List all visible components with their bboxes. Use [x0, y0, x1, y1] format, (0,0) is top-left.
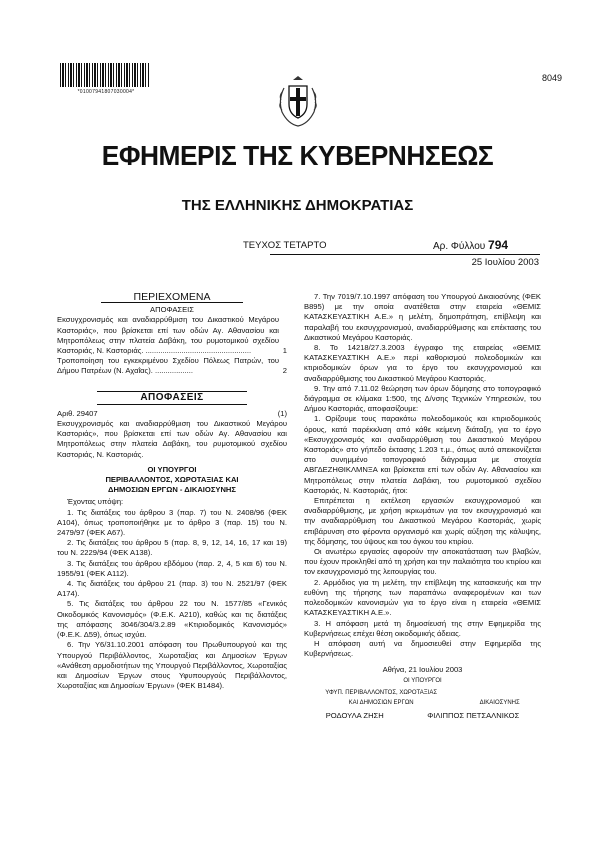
decisions-heading: ΑΠΟΦΑΣΕΙΣ	[97, 391, 247, 405]
paragraph: 3. Τις διατάξεις του άρθρου εβδόμου (παρ. 2, 4, 5 και 6) του Ν. 1955/91 (ΦΕΚ Α112).	[57, 558, 287, 578]
coat-of-arms-icon	[276, 74, 320, 128]
toc-section: ΑΠΟΦΑΣΕΙΣ	[150, 305, 194, 315]
paragraph: Επιτρέπεται η εκτέλεση εργασιών εκσυγχρονισμού και αναδιαρρύθμισης, με χρήση ικριωμάτων για τον εκσυγχρονισμό και την αναδιαρρύθμιση του Δικαστικού Μεγάρου Καστοριάς, χωρίς επιβάρυνση στο φέροντα οργανισμό και χωρίς αύξηση της κάλυψης, της δόμησης, του ύψους και του όγκου του κτιρίου.	[304, 496, 541, 546]
paragraph: 2. Τις διατάξεις του άρθρου 5 (παρ. 8, 9, 12, 14, 16, 17 και 19) του Ν. 2229/94 (ΦΕΚ Α138).	[57, 538, 287, 558]
toc-item-page: 2	[282, 366, 287, 376]
signatory-name-left: ΡΟΔΟΥΛΑ ΖΗΣΗ	[325, 711, 384, 721]
signatory-role-left: ΥΦΥΠ. ΠΕΡΙΒΑΛΛΟΝΤΟΣ, ΧΩΡΟΤΑΞΙΑΣ ΚΑΙ ΔΗΜΟΣΙΩΝ ΕΡΓΩΝ	[325, 689, 438, 706]
place-date: Αθήνα, 21 Ιουλίου 2003	[382, 665, 463, 675]
paragraph: 4. Τις διατάξεις του άρθρου 21 (παρ. 3) του Ν. 2521/97 (ΦΕΚ Α174).	[57, 579, 287, 599]
ministers-label: ΟΙ ΥΠΟΥΡΓΟΙ	[403, 677, 442, 684]
right-column	[304, 292, 541, 721]
paragraph: 3. Η απόφαση μετά τη δημοσίευσή της στην Εφημερίδα της Κυβερνήσεως επέχει θέση οικοδομικής άδειας.	[304, 618, 541, 638]
decision-number-row	[57, 409, 287, 419]
paragraph: 9. Την από 7.11.02 θεώρηση των όρων δόμησης στο τοπογραφικό διάγραμμα σε κλίμακα 1:500, της Δ/νσης Τεχνικών Υπηρεσιών, του Δήμου Καστοριάς, αποφασίζουμε:	[304, 383, 541, 414]
paragraph: 6. Την Υ6/31.10.2001 απόφαση του Πρωθυπουργού και της Υπουργού Περιβάλλοντος, Χωροταξίας και Δημοσίων Έργων «Ανάθεση αρμοδιοτήτων της Υπουργού Περιβάλλοντος, Χωροταξίας και Δημοσίων Έργων στους Υφυπουργούς Περιβάλλοντος, Χωροταξίας και Δημοσίων Έργων» (ΦΕΚ Β1484).	[57, 640, 287, 691]
toc-item	[57, 356, 287, 376]
paragraph: 2. Αρμόδιος για τη μελέτη, την επίβλεψη της κατασκευής και την ευθύνη της τήρησης των παραπάνω αναφερομένων και των πολεοδομικών κανονισμών για το έργο είναι η εταιρεία «ΘΕΜΙΣ ΚΑΤΑΣΚΕΥΑΣΤΙΚΗ Α.Ε.».	[304, 577, 541, 618]
toc-item-text: Τροποποίηση του εγκεκριμένου Σχεδίου Πόλεως Πατρών, του Δήμου Πατρέων (Ν. Αχαΐας). ..................	[57, 356, 279, 376]
signatory-roles	[304, 688, 541, 708]
ministers-heading: ΠΕΡΙΒΑΛΛΟΝΤΟΣ, ΧΩΡΟΤΑΞΙΑΣ ΚΑΙ	[105, 475, 239, 485]
paragraph: 1. Ορίζουμε τους παρακάτω πολεοδομικούς και κτιριοδομικούς όρους, κατά παρέκκλιση από κάθε κείμενη διάταξη, για το έργο «Εκσυγχρονισμός και αναδιαρρύθμιση του Δικαστικού Μεγάρου Καστοριάς» στο γήπεδο έκτασης 1.203 τ.μ., όπως αυτό απεικονίζεται στο συνημμένο τοπογραφικό διάγραμμα με στοιχεία ΑΒΓΔΕΖΗΘΙΚΛΜΝΞΑ και βρίσκεται επί των οδών Αγ. Αθανασίου και Μητροπόλεως στην πλατεία Δαβάκη, του ρυμοτομικού σχεδίου Καστοριάς, Ν. Καστοριάς, ήτοι:	[304, 414, 541, 495]
gazette-subtitle: ΤΗΣ ΕΛΛΗΝΙΚΗΣ ΔΗΜΟΚΡΑΤΙΑΣ	[181, 197, 414, 214]
issue-label: ΤΕΥΧΟΣ ΤΕΤΑΡΤΟ	[243, 240, 327, 251]
issue-date: 25 Ιουλίου 2003	[471, 257, 539, 268]
header-rule	[270, 254, 540, 255]
left-column	[57, 292, 287, 691]
toc-item	[57, 315, 287, 356]
paragraph: 7. Την 7019/7.10.1997 απόφαση του Υπουργού Δικαιοσύνης (ΦΕΚ Β895) με την οποία ανατέθεται στην εταιρεία «ΘΕΜΙΣ ΚΑΤΑΣΚΕΥΑΣΤΙΚΗ Α.Ε.» η μελέτη, δημοπράτηση, επίβλεψη και παραλαβή του εκσυγχρονισμού, αναδιαρρύθμισης και επέκτασης του Δικαστικού Μεγάρου Καστοριάς.	[304, 292, 541, 342]
signatory-names	[304, 711, 541, 721]
decision-ref: (1)	[277, 408, 287, 418]
barcode	[60, 63, 150, 87]
barcode-number: *01007941807030004*	[77, 89, 135, 95]
gazette-title: ΕΦΗΜΕΡΙΣ ΤΗΣ ΚΥΒΕΡΝΗΣΕΩΣ	[101, 140, 494, 171]
sheet-number: Αρ. Φύλλου 794	[433, 238, 509, 252]
decision-subject: Εκσυγχρονισμός και αναδιαρρύθμιση του Δικαστικού Μεγάρου Καστοριάς», που βρίσκεται επί των οδών Αγ. Αθανασίου και Μητροπόλεως στην πλατεία Δαβάκη, του ρυμοτομικού σχεδίου Καστοριάς, Ν. Καστοριάς.	[57, 419, 287, 459]
signatory-role-right: ΔΙΚΑΙΟΣΥΝΗΣ	[479, 699, 520, 706]
decision-number: Αριθ. 29407	[57, 408, 98, 418]
paragraph: Η απόφαση αυτή να δημοσιευθεί στην Εφημερίδα της Κυβερνήσεως.	[304, 638, 541, 659]
paragraph: 5. Τις διατάξεις του άρθρου 22 του Ν. 1577/85 «Γενικός Οικοδομικός Κανονισμός» (Φ.Ε.Κ. Α210), καθώς και τις διατάξεις της απόφασης 3046/304/3.2.89 «Κτιριοδομικός Κανονισμός» (Φ.Ε.Κ. Δ59), όπως ισχύει.	[57, 599, 287, 640]
considering: Έχοντας υπόψη:	[67, 497, 124, 507]
signatory-name-right: ΦΙΛΙΠΠΟΣ ΠΕΤΣΑΛΝΙΚΟΣ	[427, 711, 520, 721]
toc-item-page: 1	[282, 346, 287, 356]
ministers-heading: ΔΗΜΟΣΙΩΝ ΕΡΓΩΝ - ΔΙΚΑΙΟΣΥΝΗΣ	[108, 485, 236, 495]
ministers-heading: ΟΙ ΥΠΟΥΡΓΟΙ	[147, 464, 197, 474]
toc-heading: ΠΕΡΙΕΧΟΜΕΝΑ	[101, 292, 243, 303]
paragraph: Οι ανωτέρω εργασίες αφορούν την αποκατάσταση των βλαβών, που έχουν προκληθεί από τη χρήση και την παλαιότητα του κτιρίου και τον εκσυγχρονισμό της λειτουργίας του.	[304, 547, 541, 577]
page-number: 8049	[541, 73, 562, 83]
paragraph: 1. Τις διατάξεις του άρθρου 3 (παρ. 7) του Ν. 2408/96 (ΦΕΚ Α104), όπως τροποποιήθηκε με το άρθρο 3 (παρ. 15) του Ν. 2479/97 (ΦΕΚ Α67).	[57, 507, 287, 538]
toc-item-text: Εκσυγχρονισμός και αναδιαρρύθμιση του Δικαστικού Μεγάρου Καστοριάς», που βρίσκεται επί των οδών Αγ. Αθανασίου και Μητροπόλεως στην πλατεία Δαβάκη, του ρυμοτομικού σχεδίου Καστοριάς, Ν. Καστοριάς. ..................................................	[57, 315, 279, 356]
paragraph: 8. Το 14218/27.3.2003 έγγραφο της εταιρείας «ΘΕΜΙΣ ΚΑΤΑΣΚΕΥΑΣΤΙΚΗ Α.Ε.» περί καθορισμού πολεοδομικών και κτιριοδομικών όρων για το έργο του εκσυγχρονισμού και αναδιαρρύθμισης του Δικαστικού Μεγάρου Καστοριάς.	[304, 343, 541, 383]
